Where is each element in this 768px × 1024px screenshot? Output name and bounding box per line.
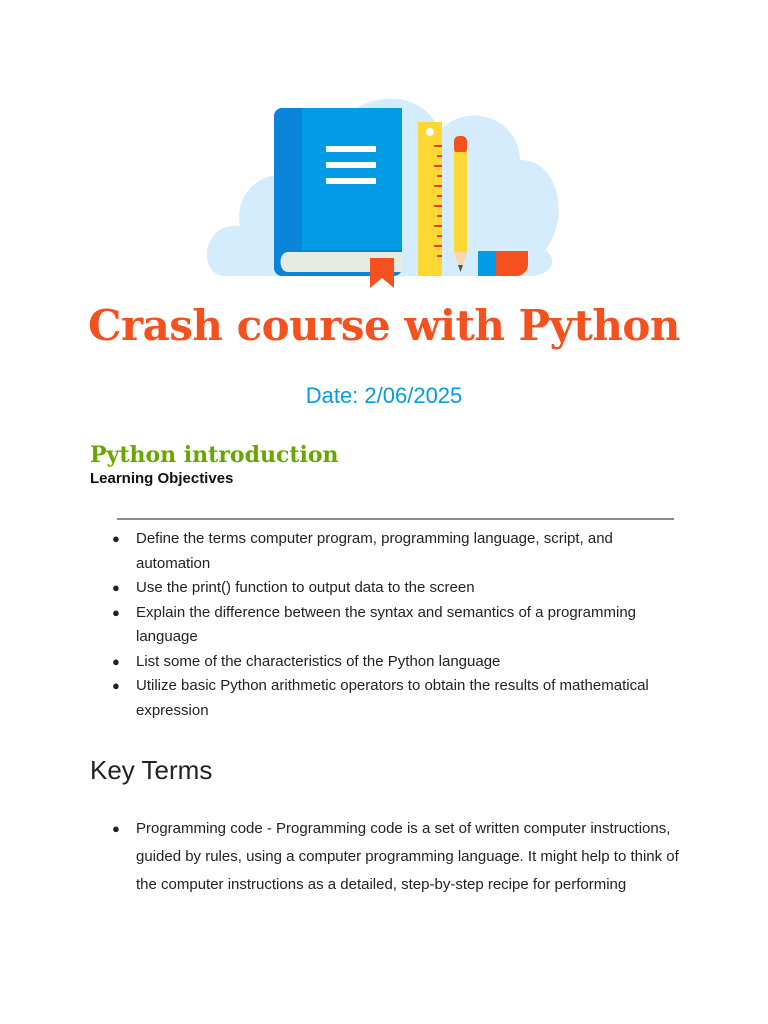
section-heading-python-introduction: Python introduction <box>90 442 339 468</box>
bullet-icon: ● <box>112 580 120 595</box>
list-item <box>112 674 682 723</box>
pencil-icon <box>454 136 467 272</box>
section-heading-key-terms: Key Terms <box>90 755 213 785</box>
bullet-icon: ● <box>112 604 120 620</box>
list-item <box>112 601 682 650</box>
list-item-text: Define the terms computer program, programming language, script, and automation <box>136 530 613 572</box>
ruler-icon <box>418 122 442 276</box>
eraser-icon <box>478 251 528 276</box>
list-item <box>112 650 682 675</box>
list-item-text: Programming code - Programming code is a set of written computer instructions, guided by rules, using a computer programming language. It might help to think of the computer instructions as a detailed, step-by-step recipe for performing <box>136 820 679 893</box>
header-illustration <box>0 0 768 300</box>
key-terms-list <box>112 815 682 899</box>
bullet-icon: ● <box>112 531 120 546</box>
bullet-icon: ● <box>112 678 120 693</box>
list-item-text: List some of the characteristics of the Python language <box>136 652 501 670</box>
book-icon <box>274 108 402 288</box>
bullet-icon: ● <box>112 653 120 669</box>
list-item-text: Explain the difference between the syntax and semantics of a programming language <box>136 603 637 645</box>
learning-objectives-label: Learning Objectives <box>90 470 234 487</box>
learning-objectives-list <box>112 527 682 723</box>
bullet-icon: ● <box>112 821 120 836</box>
document-date: Date: 2/06/2025 <box>305 383 463 408</box>
list-item <box>112 576 682 601</box>
horizontal-divider <box>117 518 674 520</box>
list-item <box>112 815 682 899</box>
list-item-text: Use the print() function to output data to the screen <box>136 579 475 596</box>
list-item-text: Utilize basic Python arithmetic operators to obtain the results of mathematical expression <box>136 677 649 719</box>
list-item <box>112 527 682 576</box>
page-title: Crash course with Python <box>88 301 680 350</box>
